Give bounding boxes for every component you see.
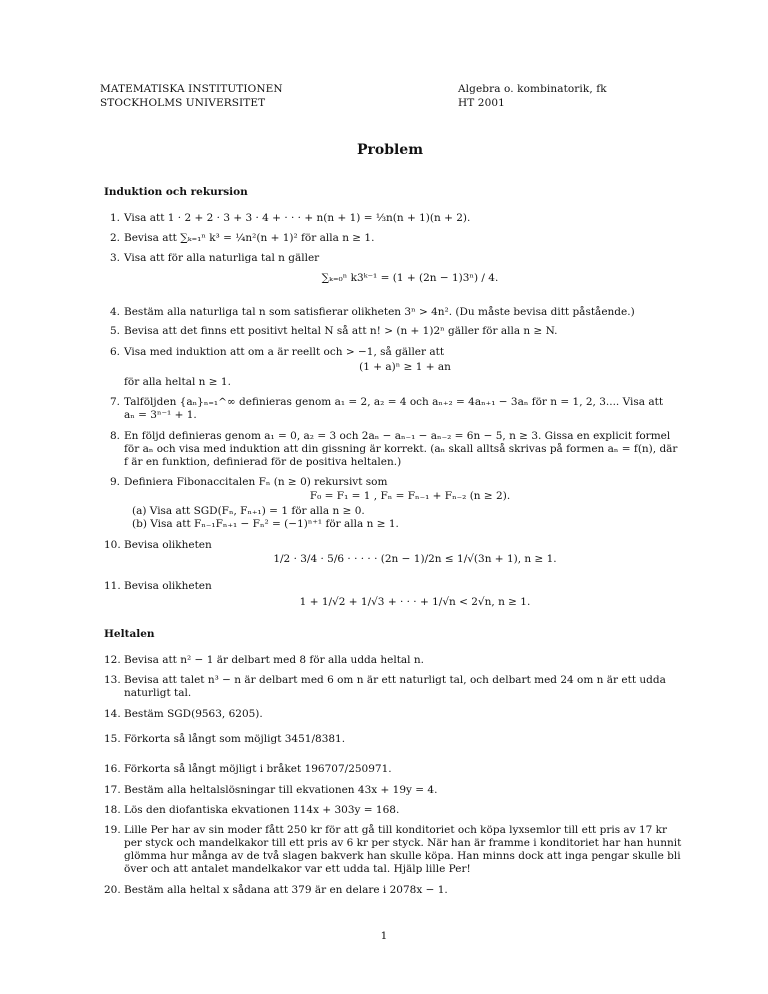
problem-8-line-1: En följd definieras genom a₁ = 0, a₂ = 3 och 2aₙ − aₙ₋₁ − aₙ₋₂ = 6n − 5, n ≥ 3. Gissa en explicit formel: [124, 430, 671, 442]
problem-6-tail: för alla heltal n ≥ 1.: [124, 376, 231, 388]
problem-number: 5.: [109, 325, 120, 337]
problem-number: 8.: [109, 430, 120, 442]
problem-14: Bestäm SGD(9563, 6205).: [124, 708, 263, 720]
page-title: Problem: [356, 142, 424, 158]
problem-20: Bestäm alla heltal x sådana att 379 är en delare i 2078x − 1.: [124, 884, 448, 896]
problem-3: Visa att för alla naturliga tal n gäller: [124, 252, 320, 264]
problem-17: Bestäm alla heltalslösningar till ekvationen 43x + 19y = 4.: [124, 784, 438, 796]
problem-number: 15.: [104, 733, 121, 745]
term: HT 2001: [458, 97, 505, 109]
problem-number: 10.: [104, 539, 121, 551]
problem-8-line-3: f är en funktion, definierad för de positiva heltalen.): [124, 456, 402, 468]
problem-9-formula: F₀ = F₁ = 1 , Fₙ = Fₙ₋₁ + Fₙ₋₂ (n ≥ 2).: [309, 490, 511, 502]
problem-number: 14.: [104, 708, 121, 720]
problem-number: 3.: [109, 252, 120, 264]
problem-number: 2.: [109, 232, 120, 244]
problem-number: 16.: [104, 763, 121, 775]
problem-19-line-4: över och att antalet mandelkakor var ett udda tal. Hjälp lille Per!: [124, 863, 471, 875]
problem-number: 4.: [109, 306, 120, 318]
problem-1: Visa att 1 · 2 + 2 · 3 + 3 · 4 + · · · + n(n + 1) = ⅓n(n + 1)(n + 2).: [124, 212, 471, 224]
problem-number: 13.: [104, 674, 121, 686]
problem-11: Bevisa olikheten: [124, 580, 212, 592]
problem-9: Definiera Fibonaccitalen Fₙ (n ≥ 0) rekursivt som: [124, 476, 388, 488]
problem-13-line-2: naturligt tal.: [124, 687, 192, 699]
problem-number: 9.: [109, 476, 120, 488]
problem-10-formula: 1/2 · 3/4 · 5/6 · · · · · (2n − 1)/2n ≤ 1/√(3n + 1), n ≥ 1.: [273, 553, 557, 565]
problem-6-formula: (1 + a)ⁿ ≥ 1 + an: [359, 361, 451, 373]
problem-number: 12.: [104, 654, 121, 666]
problem-9a: (a) Visa att SGD(Fₙ, Fₙ₊₁) = 1 för alla n ≥ 0.: [132, 505, 365, 517]
problem-number: 1.: [109, 212, 120, 224]
problem-19-line-3: glömma hur många av de två slagen bakverk han skulle köpa. Han minns dock att inga pengar skulle bli: [124, 850, 681, 862]
problem-5: Bevisa att det finns ett positivt heltal N så att n! > (n + 1)2ⁿ gäller för alla n ≥ N.: [124, 325, 558, 337]
section-heading-integers: Heltalen: [104, 628, 155, 640]
institution-name: MATEMATISKA INSTITUTIONEN: [100, 83, 283, 95]
problem-number: 18.: [104, 804, 121, 816]
problem-8-line-2: för aₙ och visa med induktion att din gissning är korrekt. (aₙ skall alltså skrivas på formen aₙ = f(n), där: [124, 443, 678, 455]
page-number: 1: [380, 930, 388, 942]
problem-19-line-2: per styck och mandelkakor till ett pris av 6 kr per styck. När han är framme i konditoriet har han hunnit: [124, 837, 682, 849]
problem-19-line-1: Lille Per har av sin moder fått 250 kr för att gå till konditoriet och köpa lyxsemlor till ett pris av 17 kr: [124, 824, 668, 836]
problem-7-line-2: aₙ = 3ⁿ⁻¹ + 1.: [124, 409, 197, 421]
problem-number: 6.: [109, 346, 120, 358]
university-name: STOCKHOLMS UNIVERSITET: [100, 97, 266, 109]
problem-number: 7.: [109, 396, 120, 408]
problem-2: Bevisa att ∑ₖ₌₁ⁿ k³ = ¼n²(n + 1)² för alla n ≥ 1.: [124, 232, 375, 244]
course-name: Algebra o. kombinatorik, fk: [458, 83, 607, 95]
problem-6: Visa med induktion att om a är reellt och > −1, så gäller att: [124, 346, 445, 358]
problem-7-line-1: Talföljden {aₙ}ₙ₌₁^∞ definieras genom a₁ = 2, a₂ = 4 och aₙ₊₂ = 4aₙ₊₁ − 3aₙ för n = 1, 2, 3.... Visa att: [124, 396, 664, 408]
problem-number: 17.: [104, 784, 121, 796]
problem-12: Bevisa att n² − 1 är delbart med 8 för alla udda heltal n.: [124, 654, 424, 666]
problem-11-formula: 1 + 1/√2 + 1/√3 + · · · + 1/√n < 2√n, n ≥ 1.: [299, 596, 531, 608]
problem-3-formula: ∑ₖ₌₀ⁿ k3ᵏ⁻¹ = (1 + (2n − 1)3ⁿ) / 4.: [321, 272, 499, 284]
problem-9b: (b) Visa att Fₙ₋₁Fₙ₊₁ − Fₙ² = (−1)ⁿ⁺¹ för alla n ≥ 1.: [132, 518, 399, 530]
problem-15: Förkorta så långt som möjligt 3451/8381.: [124, 733, 346, 745]
problem-number: 20.: [104, 884, 121, 896]
problem-10: Bevisa olikheten: [124, 539, 212, 551]
problem-number: 11.: [104, 580, 121, 592]
problem-18: Lös den diofantiska ekvationen 114x + 303y = 168.: [124, 804, 400, 816]
problem-4: Bestäm alla naturliga tal n som satisfierar olikheten 3ⁿ > 4n². (Du måste bevisa ditt påstående.): [124, 306, 635, 318]
problem-number: 19.: [104, 824, 121, 836]
problem-16: Förkorta så långt möjligt i bråket 196707/250971.: [124, 763, 392, 775]
section-heading-induction: Induktion och rekursion: [104, 186, 248, 198]
problem-13-line-1: Bevisa att talet n³ − n är delbart med 6 om n är ett naturligt tal, och delbart med 24 om n är ett udda: [124, 674, 666, 686]
